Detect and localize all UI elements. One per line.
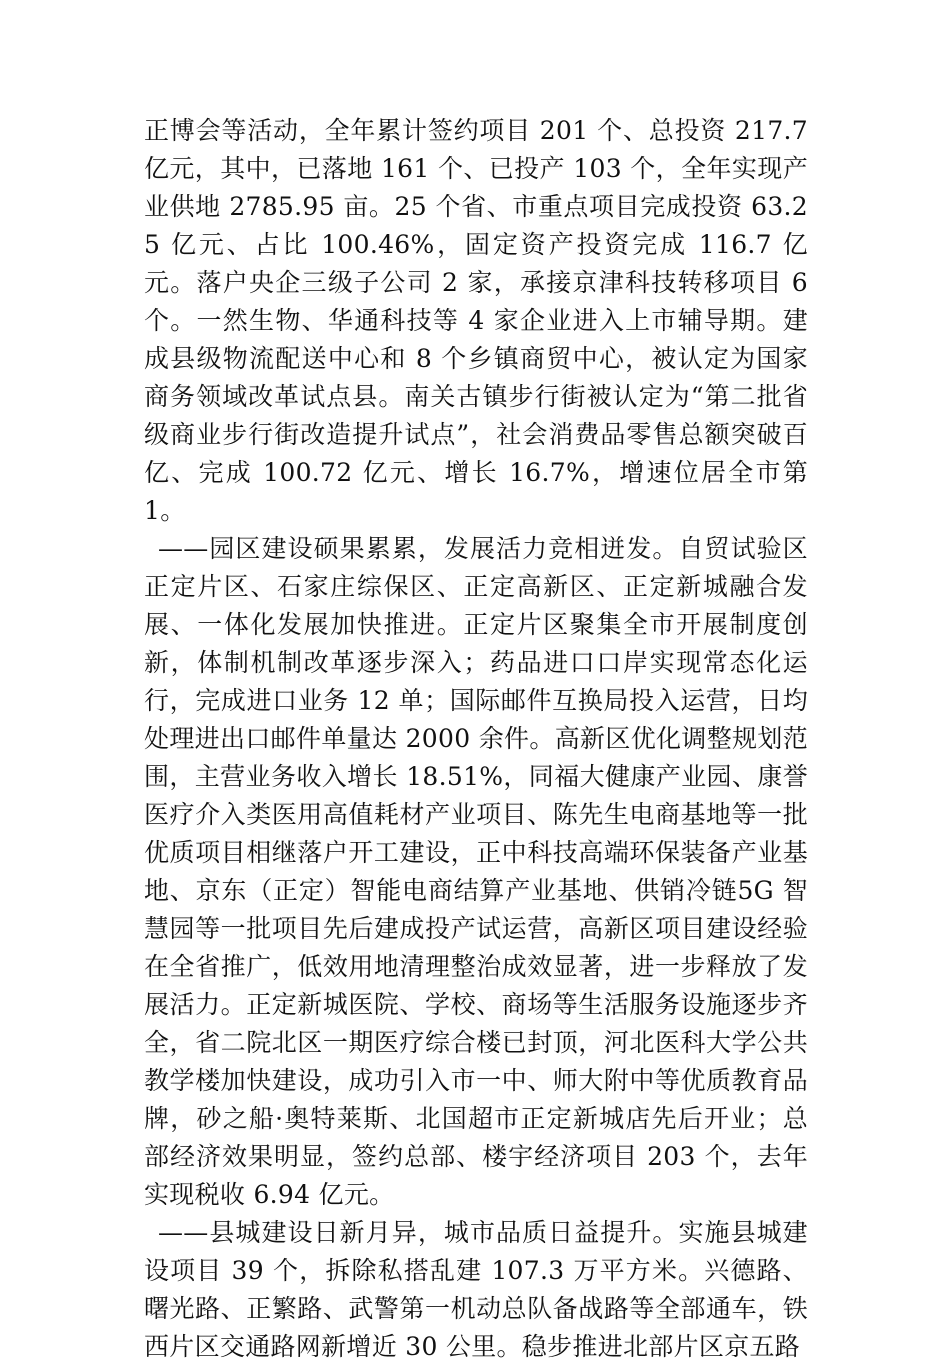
paragraph-investment: 正博会等活动，全年累计签约项目 201 个、总投资 217.7 亿元，其中，已落地 161 个、已投产 103 个，全年实现产业供地 2785.95 亩。25 个省、市重点项目完成投资 63.25 亿元、占比 100.46%，固定资产投资完成 116.7 亿元。落户央企三级子公司 2 家，承接京津科技转移项目 6 个。一然生物、华通科技等 4 家企业进入上市辅导期。建成县级物流配送中心和 8 个乡镇商贸中心，被认定为国家商务领域改革试点县。南关古镇步行街被认定为“第二批省级商业步行街改造提升试点”，社会消费品零售总额突破百亿、完成 100.72 亿元、增长 16.7%，增速位居全市第 1。 — [144, 116, 808, 525]
document-body — [144, 112, 808, 1366]
paragraph-county-construction: ——县城建设日新月异，城市品质日益提升。实施县城建设项目 39 个，拆除私搭乱建 107.3 万平方米。兴德路、曙光路、正繁路、武警第一机动总队备战路等全部通车，铁西片区交通路网新增近 30 公里。稳步推进北部片区京五路 — [144, 1218, 808, 1361]
paragraph-park-construction: ——园区建设硕果累累，发展活力竞相迸发。自贸试验区正定片区、石家庄综保区、正定高新区、正定新城融合发展、一体化发展加快推进。正定片区聚集全市开展制度创新，体制机制改革逐步深入；药品进口口岸实现常态化运行，完成进口业务 12 单；国际邮件互换局投入运营，日均处理进出口邮件单量达 2000 余件。高新区优化调整规划范围，主营业务收入增长 18.51%，同福大健康产业园、康誉医疗介入类医用高值耗材产业项目、陈先生电商基地等一批优质项目相继落户开工建设，正中科技高端环保装备产业基地、京东（正定）智能电商结算产业基地、供销冷链5G 智慧园等一批项目先后建成投产试运营，高新区项目建设经验在全省推广，低效用地清理整治成效显著，进一步释放了发展活力。正定新城医院、学校、商场等生活服务设施逐步齐全，省二院北区一期医疗综合楼已封顶，河北医科大学公共教学楼加快建设，成功引入市一中、师大附中等优质教育品牌，砂之船·奥特莱斯、北国超市正定新城店先后开业；总部经济效果明显，签约总部、楼宇经济项目 203 个，去年实现税收 6.94 亿元。 — [144, 534, 808, 1209]
